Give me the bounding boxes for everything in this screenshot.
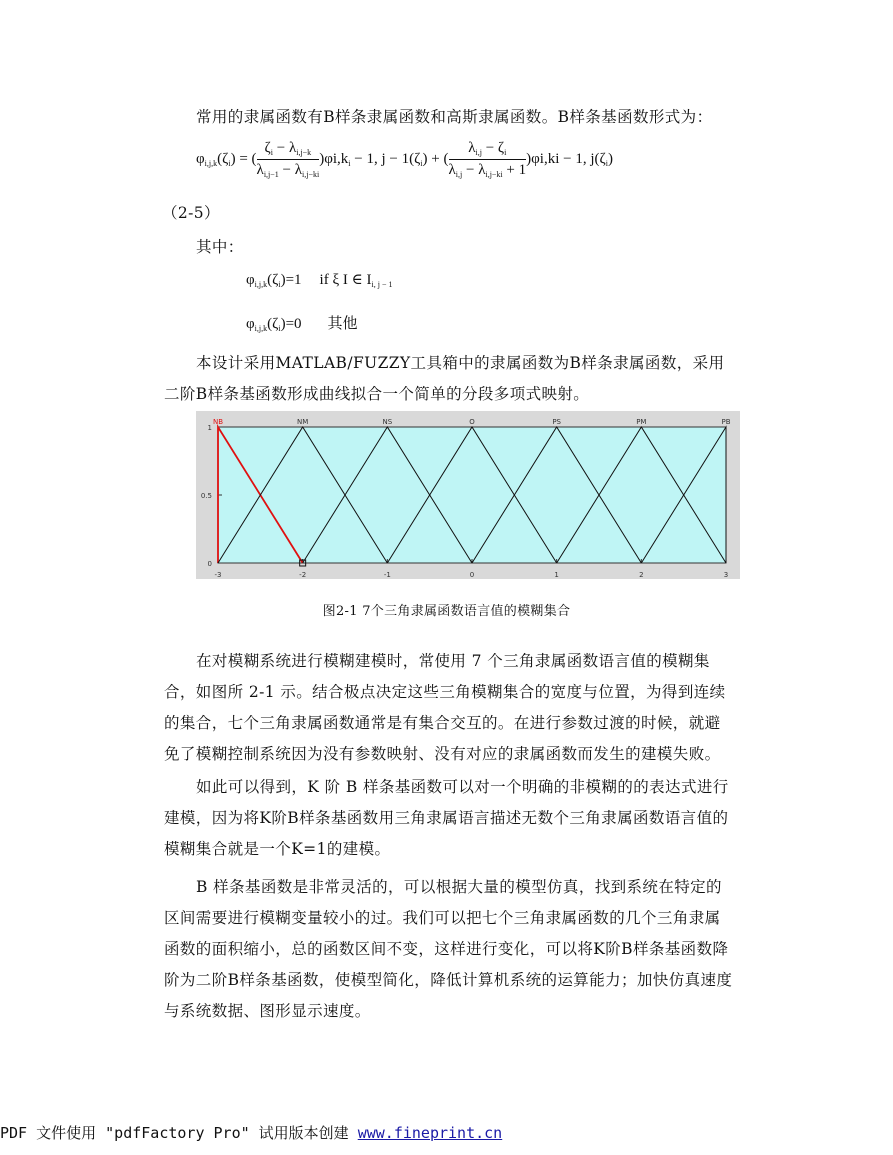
- figure-frame: [196, 411, 740, 579]
- y-tick-label: 0: [207, 560, 212, 568]
- series-label-ps: PS: [552, 418, 562, 426]
- x-tick-label: 3: [723, 571, 729, 579]
- series-label-nm: NM: [297, 418, 309, 426]
- eq-phi-sub: i,j,k: [204, 158, 218, 168]
- bspline-equation: $\varphi_{i,j,k}(\zeta_i)$ = ( $\frac{\zeta_i - \lambda_{i,j-k}}{\lambda_{i,j-1} - \lambda_{i,j-ki}}$ )$\varphi i,k_i - 1$, $j - 1(\zeta_i)$ + ( $\frac{\lambda_{i,j} - \zeta_i}{\lambda_{i,j} - \lambda_{i,j-ki} + 1}$ )φi,ki − 1, $j(\zeta_i)$: [196, 140, 613, 179]
- series-label-nb: NB: [212, 418, 224, 426]
- series-label-o: O: [469, 418, 475, 426]
- eq-arg: (ζ: [217, 150, 229, 167]
- paragraph-flexibility: B 样条基函数是非常灵活的，可以根据大量的模型仿真，找到系统在特定的区间需要进行模糊变量较小的过。我们可以把七个三角隶属函数的几个三角隶属函数的面积缩小，总的函数区间不变，这样进行变化，可以将K阶B样条基函数降阶为二阶B样条基函数，使模型简化，降低计算机系统的运算能力；加快仿真速度与系统数据、图形显示速度。: [164, 878, 733, 1020]
- intro-paragraph: 常用的隶属函数有B样条隶属函数和高斯隶属函数。B样条基函数形式为：: [196, 108, 713, 126]
- y-tick-label: 0.5: [200, 492, 212, 500]
- series-label-pm: PM: [636, 418, 647, 426]
- eq-fraction-2: $\frac{\lambda_{i,j} - \zeta_i}{\lambda_{i,j} - \lambda_{i,j-ki} + 1}$: [448, 140, 527, 179]
- footer-link[interactable]: www.fineprint.cn: [357, 1124, 503, 1142]
- eq-phi: φ: [196, 150, 205, 167]
- condition-1: $\varphi_{i,j,k}(\zeta_i)=1$ if ξ I ∈ $I_{i, j - 1}$: [246, 272, 393, 289]
- eq-equals: ) = (: [230, 150, 257, 167]
- x-tick-label: 1: [554, 571, 559, 579]
- x-tick-label: -3: [214, 571, 222, 579]
- y-tick-label: 1: [207, 424, 212, 432]
- plot-area: [218, 427, 726, 563]
- paragraph-k-order: 如此可以得到，K 阶 B 样条基函数可以对一个明确的非模糊的的表达式进行建模，因为将K阶B样条基函数用三角隶属语言描述无数个三角隶属函数语言值的模糊集合就是一个K=1的建模。: [164, 778, 729, 858]
- footer-text: PDF 文件使用 "pdfFactory Pro" 试用版本创建: [0, 1124, 358, 1142]
- paragraph-design: 本设计采用MATLAB/FUZZY工具箱中的隶属函数为B样条隶属函数，采用二阶B样条基函数形成曲线拟合一个简单的分段多项式映射。: [164, 354, 725, 403]
- x-tick-label: 2: [639, 571, 644, 579]
- equation-number: （2-5）: [162, 204, 220, 222]
- condition-2: $\varphi_{i,j,k}(\zeta_i)=0$ 其他: [246, 316, 358, 333]
- membership-function-chart: [196, 411, 740, 579]
- eq-tail: )φi,ki − 1, j(ζ: [526, 150, 606, 167]
- x-tick-label: -1: [383, 571, 391, 579]
- where-label: 其中：: [196, 238, 244, 256]
- figure-caption: 图2-1 7个三角隶属函数语言值的模糊集合: [322, 604, 571, 619]
- x-tick-label: -2: [299, 571, 307, 579]
- x-tick-label: 0: [469, 571, 475, 579]
- eq-middle: )φi,k: [319, 150, 349, 167]
- series-label-ns: NS: [382, 418, 393, 426]
- paragraph-modeling: 在对模糊系统进行模糊建模时，常使用 7 个三角隶属函数语言值的模糊集合，如图所 2-1 示。结合极点决定这些三角模糊集合的宽度与位置，为得到连续的集合，七个三角隶属函数通常是有集合交互的。在进行参数过渡的时候，就避免了模糊控制系统因为没有参数映射、没有对应的隶属函数而发生的建模失败。: [164, 652, 726, 763]
- eq-arg-sub: i: [228, 158, 231, 168]
- eq-fraction-1: $\frac{\zeta_i - \lambda_{i,j-k}}{\lambda_{i,j-1} - \lambda_{i,j-ki}}$: [256, 140, 320, 179]
- pdf-footer: [0, 1122, 502, 1143]
- series-label-pb: PB: [721, 418, 731, 426]
